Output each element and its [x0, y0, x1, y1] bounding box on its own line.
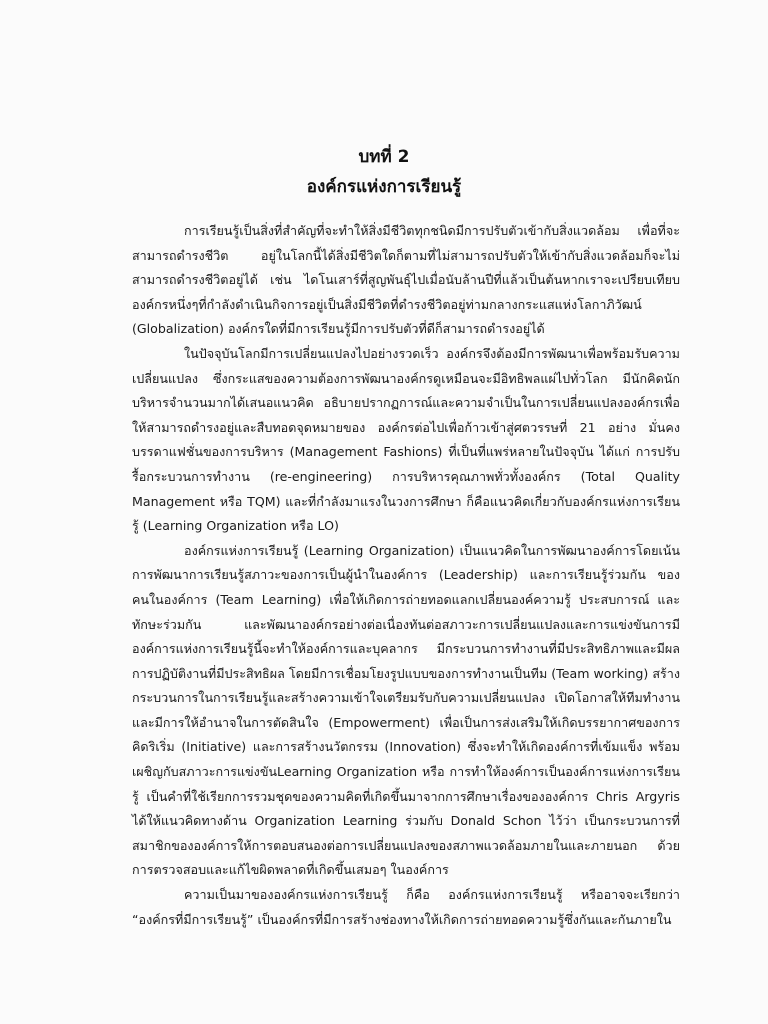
paragraph-4: ความเป็นมาขององค์กรแห่งการเรียนรู้ ก็คือ องค์กรแห่งการเรียนรู้ หรืออาจจะเรียกว่า “องค์กรที่มีการเรียนรู้” เป็นองค์กรที่มีการสร้างช่องทางให้เกิดการถ่ายทอดความรู้ซึ่งกันและกันภายใน [132, 887, 680, 927]
chapter-heading: บทที่ 2 [358, 147, 410, 167]
chapter-title: องค์กรแห่งการเรียนรู้ [306, 177, 462, 197]
paragraph-1: การเรียนรู้เป็นสิ่งที่สำคัญที่จะทำให้สิ่งมีชีวิตทุกชนิดมีการปรับตัวเข้ากับสิ่งแวดล้อม เพื่อที่จะสามารถดำรงชีวิต อยู่ในโลกนี้ได้สิ่งมีชีวิตใดก็ตามที่ไม่สามารถปรับตัวให้เข้ากับสิ่งแวดล้อมก็จะไม่สามารถดำรงชีวิตอยู่ได้ เช่น ไดโนเสาร์ที่สูญพันธุ์ไปเมื่อนับล้านปีที่แล้วเป็นต้นหากเราจะเปรียบเทียบองค์กรหนึ่งๆที่กำลังดำเนินกิจการอยู่เป็นสิ่งมีชีวิตที่ดำรงชีวิตอยู่ท่ามกลางกระแสแห่งโลกาภิวัฒน์ (Globalization) องค์กรใดที่มีการเรียนรู้มีการปรับตัวที่ดีก็สามารถดำรงอยู่ได้ [132, 223, 680, 337]
paragraph-2: ในปัจจุบันโลกมีการเปลี่ยนแปลงไปอย่างรวดเร็ว องค์กรจึงต้องมีการพัฒนาเพื่อพร้อมรับความเปลี่ยนแปลง ซึ่งกระแสของความต้องการพัฒนาองค์กรดูเหมือนจะมีอิทธิพลแผ่ไปทั่วโลก มีนักคิดนักบริหารจำนวนมากได้เสนอแนวคิด อธิบายปรากฏการณ์และความจำเป็นในการเปลี่ยนแปลงองค์กรเพื่อให้สามารถดำรงอยู่และสืบทอดจุดหมายของ องค์กรต่อไปเพื่อก้าวเข้าสู่ศตวรรษที่ 21 อย่าง มั่นคงบรรดาแฟชั่นของการบริหาร (Management Fashions) ที่เป็นที่แพร่หลายในปัจจุบัน ได้แก่ การปรับรื้อกระบวนการทำงาน (re-engineering) การบริหารคุณภาพทั่วทั้งองค์กร (Total Quality Management หรือ TQM) และที่กำลังมาแรงในวงการศึกษา ก็คือแนวคิดเกี่ยวกับองค์กรแห่งการเรียนรู้ (Learning Organization หรือ LO) [132, 345, 680, 534]
paragraph-3: องค์กรแห่งการเรียนรู้ (Learning Organization) เป็นแนวคิดในการพัฒนาองค์การโดยเน้นการพัฒนาการเรียนรู้สภาวะของการเป็นผู้นำในองค์การ (Leadership) และการเรียนรู้ร่วมกัน ของคนในองค์การ (Team Learning) เพื่อให้เกิดการถ่ายทอดแลกเปลี่ยนองค์ความรู้ ประสบการณ์ และทักษะร่วมกัน และพัฒนาองค์กรอย่างต่อเนื่องทันต่อสภาวะการเปลี่ยนแปลงและการแข่งขันการมีองค์การแห่งการเรียนรู้นี้จะทำให้องค์การและบุคลากร มีกระบวนการทำงานที่มีประสิทธิภาพและมีผลการปฏิบัติงานที่มีประสิทธิผล โดยมีการเชื่อมโยงรูปแบบของการทำงานเป็นทีม (Team working) สร้างกระบวนการในการเรียนรู้และสร้างความเข้าใจเตรียมรับกับความเปลี่ยนแปลง เปิดโอกาสให้ทีมทำงานและมีการให้อำนาจในการตัดสินใจ (Empowerment) เพื่อเป็นการส่งเสริมให้เกิดบรรยากาศของการคิดริเริ่ม (Initiative) และการสร้างนวัตกรรม (Innovation) ซึ่งจะทำให้เกิดองค์การที่เข้มแข็ง พร้อมเผชิญกับสภาวะการแข่งขันLearning Organization หรือ การทำให้องค์การเป็นองค์การแห่งการเรียนรู้ เป็นคำที่ใช้เรียกการรวมชุดของความคิดที่เกิดขึ้นมาจากการศึกษาเรื่องขององค์การ Chris Argyris ได้ให้แนวคิดทางด้าน Organization Learning ร่วมกับ Donald Schon ไว้ว่า เป็นกระบวนการที่สมาชิกขององค์การให้การตอบสนองต่อการเปลี่ยนแปลงของสภาพแวดล้อมภายในและภายนอก ด้วยการตรวจสอบและแก้ไขผิดพลาดที่เกิดขึ้นเสมอๆ ในองค์การ [132, 542, 681, 878]
body-text [132, 219, 680, 932]
